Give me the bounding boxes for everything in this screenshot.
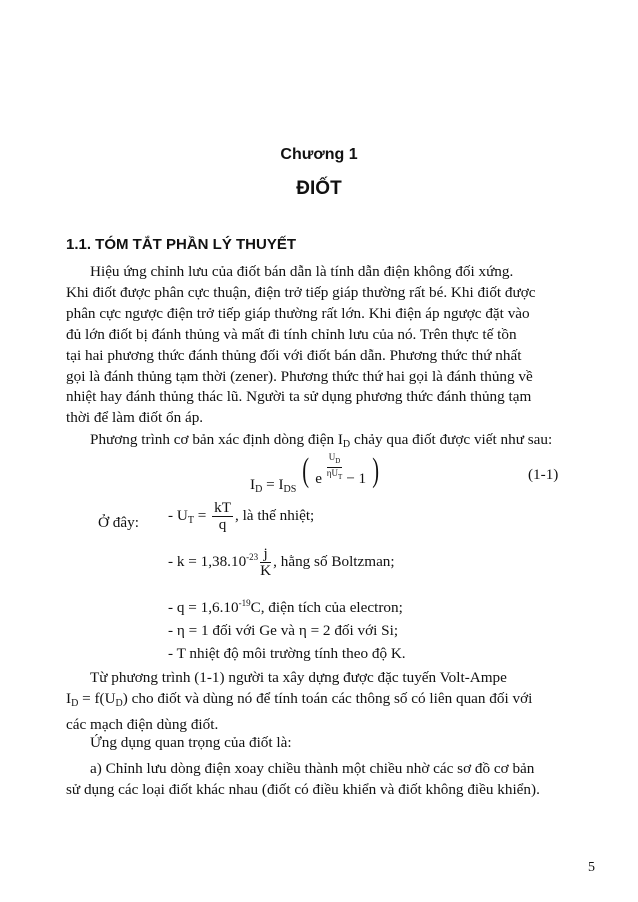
eq-exponent <box>327 452 343 483</box>
paragraph-line: Hiệu ứng chỉnh lưu của điốt bán dẫn là tính dẫn điện không đối xứng. <box>90 263 514 280</box>
left-paren: ( <box>302 452 310 489</box>
thermal-voltage-line <box>168 500 314 533</box>
fraction <box>212 500 233 533</box>
paragraph-line <box>66 689 576 715</box>
eq-exp-num <box>327 452 343 468</box>
text: chảy qua điốt được viết như sau: <box>350 431 553 448</box>
paragraph-line: gọi là đánh thủng tạm thời (zener). Phương thức thứ hai gọi là đánh thủng về <box>66 367 533 385</box>
subscript: T <box>338 472 343 481</box>
right-paren: ) <box>372 452 379 489</box>
numerator: j <box>260 546 271 563</box>
equation-number: (1-1) <box>528 466 559 483</box>
equation-1-1 <box>250 452 381 496</box>
paragraph-line: tại hai phương thức đánh thủng đối với điốt bán dẫn. Phương thức thứ nhất <box>66 346 522 364</box>
eq-equals: = I <box>262 476 284 493</box>
numerator: kT <box>214 499 231 516</box>
page-number: 5 <box>588 860 595 875</box>
paragraph-applications: Ứng dụng quan trọng của điốt là: <box>90 734 292 751</box>
section-heading: 1.1. TÓM TẮT PHẦN LÝ THUYẾT <box>66 236 297 253</box>
paragraph-line: phân cực ngược điện trở tiếp giáp thường rất lớn. Khi điện áp ngược đặt vào <box>66 304 530 322</box>
text: - q = 1,6.10 <box>168 599 239 616</box>
chapter-title: ĐIỐT <box>296 178 342 199</box>
text: C, điện tích của electron; <box>250 599 403 616</box>
eq-lhs-sub: D <box>255 484 263 495</box>
chapter-label: Chương 1 <box>280 146 358 163</box>
subscript: D <box>115 697 123 709</box>
fraction <box>260 546 271 579</box>
paragraph-rectification <box>66 262 576 429</box>
paragraph-line: sử dụng các loại điốt khác nhau (điốt có điều khiển và điốt không điều khiển). <box>66 780 540 798</box>
where-label: Ở đây: <box>98 514 139 531</box>
electron-charge-line <box>168 598 403 617</box>
boltzmann-line <box>168 546 395 579</box>
text: U <box>328 452 336 462</box>
paragraph-line: thời để làm điốt ổn áp. <box>66 409 204 427</box>
paragraph-rectifier-application <box>66 759 576 801</box>
eq-minus-one: − 1 <box>346 470 367 487</box>
subscript: D <box>342 439 351 450</box>
subscript: T <box>187 514 194 526</box>
paragraph-line: Khi điốt được phân cực thuận, điện trở tiếp giáp thường rất bé. Khi điốt được <box>66 283 536 301</box>
subscript: D <box>335 456 341 465</box>
denominator: q <box>218 516 227 533</box>
paragraph-volt-ampere <box>66 668 576 736</box>
eq-exp-base: e <box>315 470 322 487</box>
text: ) cho điốt và dùng nó để tính toán các thông số có liên quan đối với <box>122 689 533 707</box>
text: , là thế nhiệt; <box>234 506 315 524</box>
text: ηU <box>326 467 338 478</box>
subscript: D <box>71 697 79 709</box>
paragraph-line: các mạch điện dùng điốt. <box>66 715 219 733</box>
paragraph-line: nhiệt hay đánh thủng thác lũ. Người ta sử dụng phương thức đánh thủng tạm <box>66 388 532 406</box>
text: Phương trình cơ bản xác định dòng điện I <box>90 431 343 448</box>
paragraph-line: a) Chỉnh lưu dòng điện xoay chiều thành một chiều nhờ các sơ đồ cơ bản <box>90 760 535 777</box>
text: = <box>193 506 211 524</box>
text: = f(U <box>78 689 116 707</box>
text: - U <box>168 506 188 524</box>
text: - k = 1,38.10 <box>168 552 247 570</box>
paragraph-line: Từ phương trình (1-1) người ta xây dựng được đặc tuyến Volt-Ampe <box>90 669 507 686</box>
superscript: -19 <box>238 598 251 608</box>
eq-lhs: I <box>250 476 256 493</box>
paragraph-line: đủ lớn điốt bị đánh thủng và mất đi tính chỉnh lưu của nó. Trên thực tế tồn <box>66 325 517 343</box>
text: I <box>66 689 72 707</box>
denominator: K <box>260 562 272 579</box>
text: , hằng số Boltzman; <box>273 552 395 570</box>
temperature-line: - T nhiệt độ môi trường tính theo độ K. <box>168 645 406 662</box>
superscript: -23 <box>246 551 259 562</box>
eq-exp-den <box>327 468 343 483</box>
eq-rhs-sub: DS <box>283 484 297 495</box>
eta-line: - η = 1 đối với Ge và η = 2 đối với Si; <box>168 622 399 639</box>
